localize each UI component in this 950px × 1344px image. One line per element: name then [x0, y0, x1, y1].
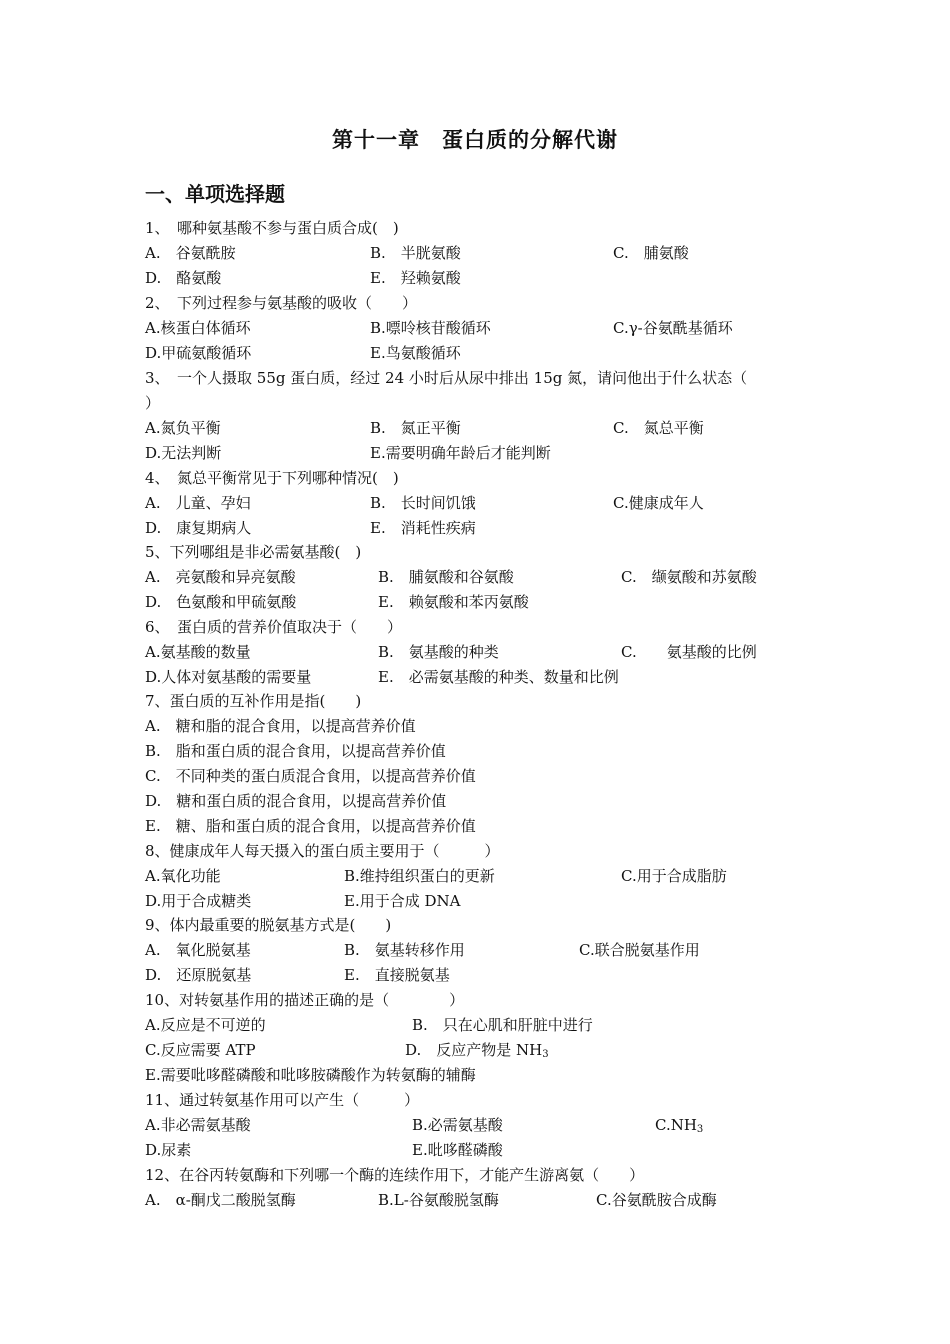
- option-text: B. 氨基转移作用: [344, 941, 465, 959]
- option-text: B.必需氨基酸: [412, 1116, 503, 1134]
- question-line: 1、 哪种氨基酸不参与蛋白质合成( ): [145, 219, 399, 237]
- option-text: C.谷氨酰胺合成酶: [596, 1191, 717, 1209]
- question-line: 11、通过转氨基作用可以产生（ ）: [145, 1091, 420, 1109]
- option-text: E. 消耗性疾病: [370, 519, 476, 537]
- question-line: B. 脂和蛋白质的混合食用，以提高营养价值: [145, 742, 446, 760]
- chapter-title: 第十一章 蛋白质的分解代谢: [332, 128, 618, 152]
- option-text: C. 缬氨酸和苏氨酸: [621, 568, 757, 586]
- question-line: 8、健康成年人每天摄入的蛋白质主要用于（ ）: [145, 842, 500, 860]
- question-line: 4、 氮总平衡常见于下列哪种情况( ): [145, 469, 399, 487]
- option-text: D.甲硫氨酸循环: [145, 344, 252, 362]
- option-text: E.需要明确年龄后才能判断: [370, 444, 551, 462]
- option-text: D.用于合成糖类: [145, 892, 252, 910]
- option-text: C. 脯氨酸: [613, 244, 689, 262]
- option-text: B.嘌呤核苷酸循环: [370, 319, 491, 337]
- option-text: B. 氮正平衡: [370, 419, 461, 437]
- option-text: C. 氨基酸的比例: [621, 643, 757, 661]
- option-text: B. 半胱氨酸: [370, 244, 461, 262]
- option-text: C. 氮总平衡: [613, 419, 704, 437]
- option-text: A. 谷氨酰胺: [145, 244, 236, 262]
- option-text: A. 氧化脱氨基: [145, 941, 251, 959]
- option-text: C.健康成年人: [613, 494, 704, 512]
- question-line: 12、在谷丙转氨酶和下列哪一个酶的连续作用下，才能产生游离氨（ ）: [145, 1166, 645, 1184]
- option-text: C.反应需要 ATP: [145, 1041, 256, 1059]
- option-text: B. 长时间饥饿: [370, 494, 476, 512]
- option-text: E.吡哆醛磷酸: [412, 1141, 503, 1159]
- option-text: D. 反应产物是 $NH_3$: [405, 1041, 549, 1060]
- question-line: A. 糖和脂的混合食用，以提高营养价值: [145, 717, 416, 735]
- question-line: ）: [145, 394, 161, 412]
- option-text: C.γ-谷氨酰基循环: [613, 319, 733, 337]
- question-line: 5、下列哪组是非必需氨基酸( ): [145, 543, 362, 561]
- option-text: $C.NH_3$: [655, 1116, 704, 1135]
- question-line: 6、 蛋白质的营养价值取决于（ ）: [145, 618, 403, 636]
- option-text: D. 酪氨酸: [145, 269, 222, 287]
- option-text: D. 色氨酸和甲硫氨酸: [145, 593, 297, 611]
- option-text: B. 脯氨酸和谷氨酸: [378, 568, 514, 586]
- question-line: 10、对转氨基作用的描述正确的是（ ）: [145, 991, 465, 1009]
- option-text: A.核蛋白体循环: [145, 319, 251, 337]
- option-text: A.氨基酸的数量: [145, 643, 251, 661]
- option-text: A.氮负平衡: [145, 419, 221, 437]
- option-text: D.无法判断: [145, 444, 222, 462]
- option-text: B.维持组织蛋白的更新: [344, 867, 495, 885]
- question-line: C. 不同种类的蛋白质混合食用，以提高营养价值: [145, 767, 476, 785]
- option-text: E. 必需氨基酸的种类、数量和比例: [378, 668, 619, 686]
- question-line: E. 糖、脂和蛋白质的混合食用，以提高营养价值: [145, 817, 476, 835]
- option-text: D. 还原脱氨基: [145, 966, 252, 984]
- option-text: D.人体对氨基酸的需要量: [145, 668, 312, 686]
- question-line: 9、体内最重要的脱氨基方式是( ): [145, 916, 392, 934]
- option-text: E.鸟氨酸循环: [370, 344, 461, 362]
- option-text: A.反应是不可逆的: [145, 1016, 266, 1034]
- question-line: 2、 下列过程参与氨基酸的吸收（ ）: [145, 294, 418, 312]
- question-line: D. 糖和蛋白质的混合食用，以提高营养价值: [145, 792, 447, 810]
- option-text: B. 氨基酸的种类: [378, 643, 499, 661]
- option-text: E. 直接脱氨基: [344, 966, 450, 984]
- option-text: A. 亮氨酸和异亮氨酸: [145, 568, 296, 586]
- option-text: B. 只在心肌和肝脏中进行: [412, 1016, 593, 1034]
- question-line: 7、蛋白质的互补作用是指( ): [145, 692, 362, 710]
- question-line: E.需要吡哆醛磷酸和吡哆胺磷酸作为转氨酶的辅酶: [145, 1066, 476, 1084]
- subscript: 3: [542, 1049, 549, 1060]
- option-text: E.用于合成 DNA: [344, 892, 461, 910]
- option-text: C.联合脱氨基作用: [579, 941, 700, 959]
- question-line: 3、 一个人摄取 55g 蛋白质，经过 24 小时后从尿中排出 15g 氮，请问他出于什么状态（: [145, 369, 748, 387]
- option-text: A.氧化功能: [145, 867, 221, 885]
- option-text: A. 儿童、孕妇: [145, 494, 251, 512]
- option-text: D.尿素: [145, 1141, 192, 1159]
- subscript: 3: [696, 1124, 704, 1135]
- option-text: B.L-谷氨酸脱氢酶: [378, 1191, 499, 1209]
- option-text: C.用于合成脂肪: [621, 867, 727, 885]
- option-text: E. 赖氨酸和苯丙氨酸: [378, 593, 529, 611]
- option-text: A.非必需氨基酸: [145, 1116, 251, 1134]
- option-text: A. α-酮戊二酸脱氢酶: [145, 1191, 296, 1209]
- section-heading: 一、单项选择题: [145, 182, 285, 206]
- option-text: E. 羟赖氨酸: [370, 269, 461, 287]
- option-text: D. 康复期病人: [145, 519, 252, 537]
